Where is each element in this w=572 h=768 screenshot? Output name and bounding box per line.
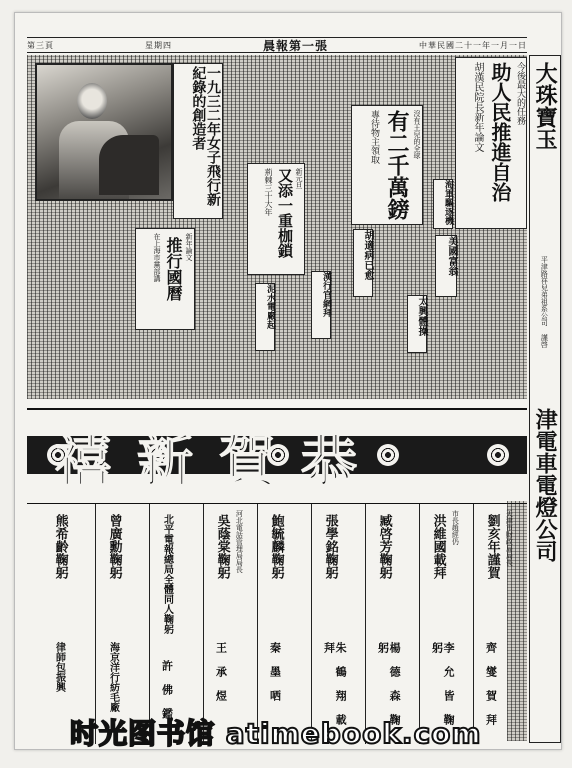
top-story-headline: 助人民推進自治 — [488, 62, 512, 202]
small-headline-3: 胡適病已愈 — [353, 229, 373, 297]
small-headline-5: 漢行官網拜 — [311, 271, 331, 339]
masthead-strip — [27, 37, 527, 53]
small-headline-6: 泥水電廠起 — [255, 283, 275, 351]
newspaper-page — [14, 12, 562, 750]
weekday: 星期四 — [144, 40, 172, 50]
greetings-section: 天津市財政局局長 劉亥年謹賀 齊 燮 賀 拜 市長趙經仍 洪維國載拜 李 允 皆 鞠 躬 臧啓芳鞠躬 楊 德 森 鞠 躬 張學銘鞠躬 朱 鶴 翔 載 拜 鮑毓麟鞠躬 秦 墨 哂 河北電話管理局局長 吳蔭棠鞠躬 王 承 煜 北平電報總局全體同人鞠躬 許 佛 鑑 曾廣勳鞠躬 海京洋行紡毛廠 熊希齡鞠躬 律師包振興 — [27, 503, 527, 744]
small-headline-4: 太興體操 — [407, 295, 427, 353]
small-headline-2: 海軍驅逐機 — [433, 179, 453, 229]
top-story — [455, 57, 527, 229]
ad-note: 平津路祥兒弟祖系公司 謹啓 — [540, 256, 549, 348]
small-headline-1: 美國富翁 — [435, 235, 457, 297]
site-watermark: 时光图书馆 atimebook.com — [70, 717, 482, 750]
aviator-photo — [35, 63, 173, 201]
ad-title: 大珠寶玉 — [532, 62, 559, 150]
new-year-banner — [27, 408, 527, 502]
money-story: 沒有王兒的全球 有二千萬鎊 專待物主領取 — [351, 105, 423, 225]
ad-bottom-title: 津電車電燈公司 — [532, 408, 559, 562]
page-number: 第三頁 — [27, 40, 54, 50]
flower-ornament-icon — [487, 444, 509, 466]
issue-date: 中華民國二十一年一月一日 — [418, 40, 527, 50]
photo-headline: 一九三二年女子飛行新紀錄的創造者 — [173, 63, 223, 219]
top-story-byline: 胡漢民院長新年論文 — [472, 62, 483, 152]
paper-title: 晨報第一張 — [262, 38, 328, 53]
banner-title: 恭賀新禧 — [55, 429, 383, 495]
top-story-kicker: 今後最大的任務 — [515, 62, 525, 125]
calendar-story: 新年論文 推行國曆 在上海市黨部講 — [135, 228, 195, 330]
yoke-story: 新元旦 又添一重枷鎖 荊棘三十大年 — [247, 163, 305, 275]
money-headline: 有二千萬鎊 — [384, 110, 410, 220]
right-advertisement — [529, 55, 561, 743]
